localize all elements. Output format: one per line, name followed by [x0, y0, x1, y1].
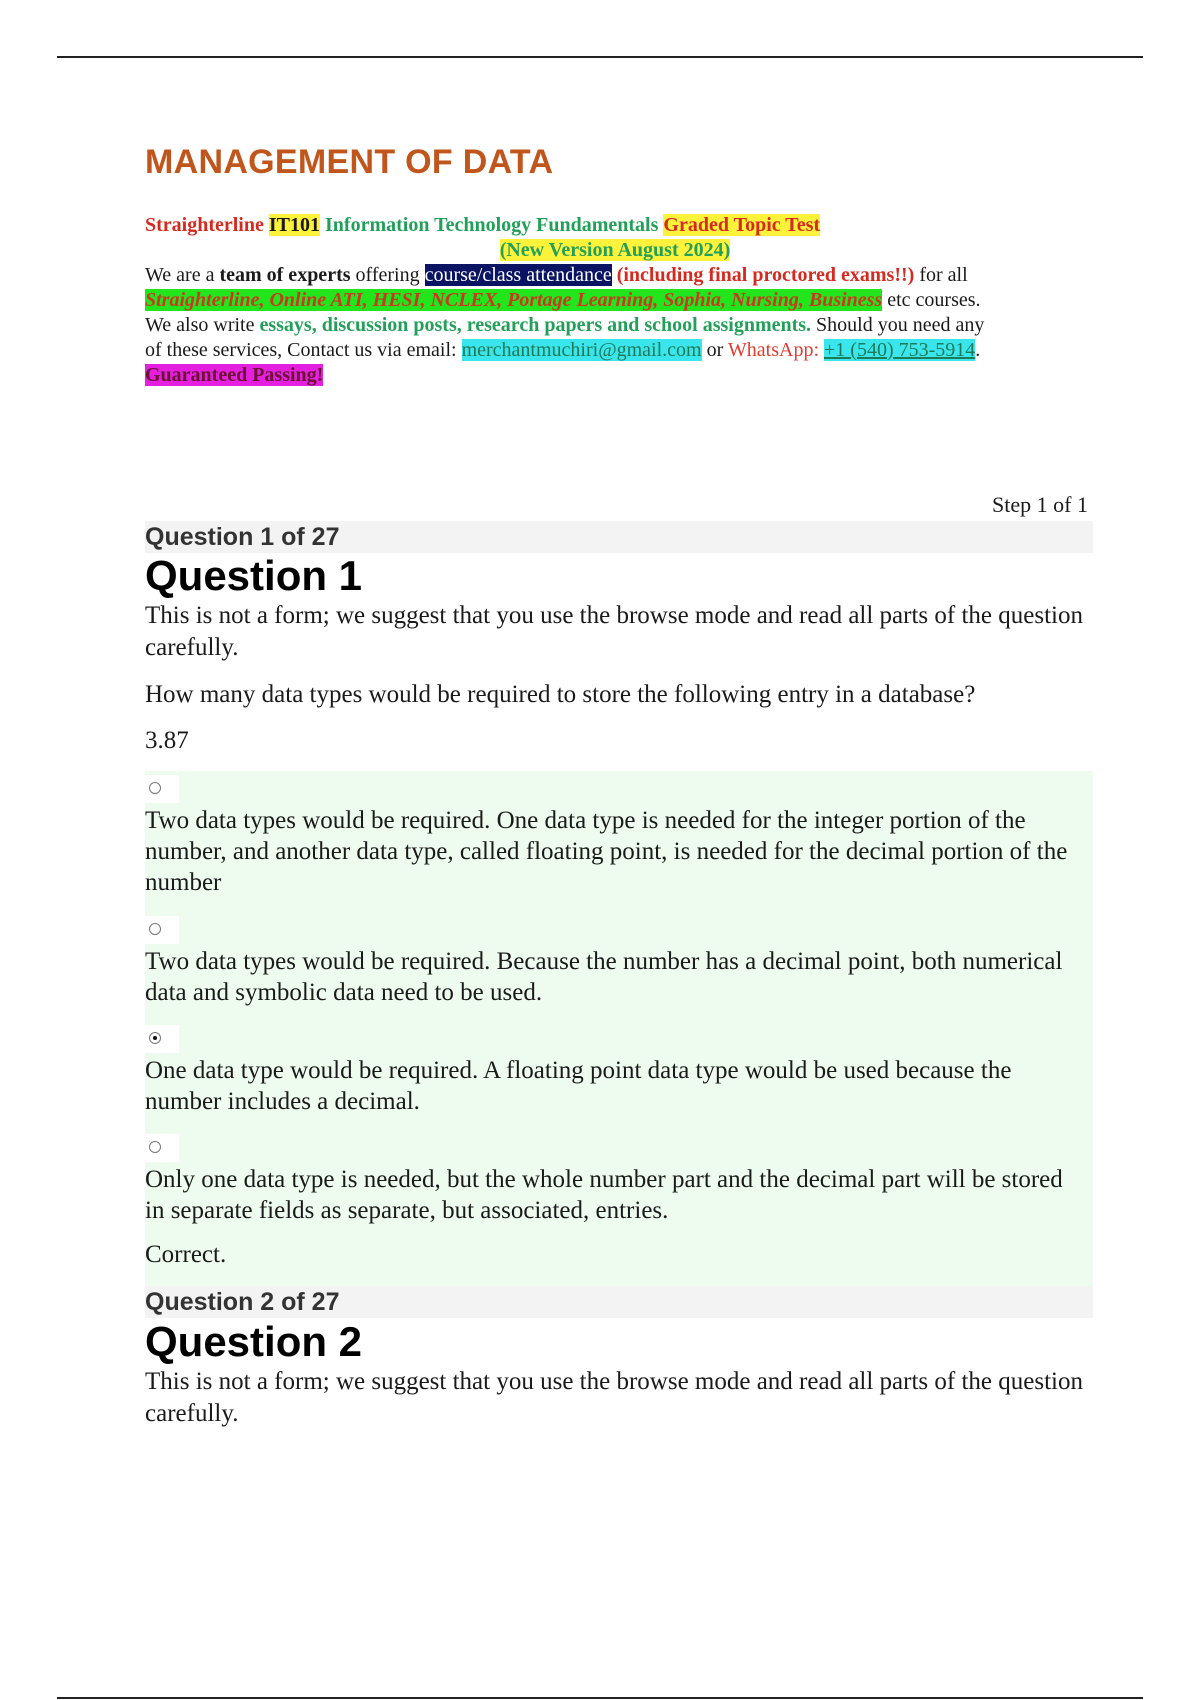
test-name: Graded Topic Test	[663, 214, 821, 236]
contact-text-or: or	[701, 339, 728, 361]
answer-options	[145, 771, 1093, 1317]
promo-offer-line	[145, 263, 1085, 288]
phone-link[interactable]: +1 (540) 753-5914	[824, 339, 976, 361]
course-name: Information Technology Fundamentals	[325, 214, 659, 236]
radio-button[interactable]	[145, 916, 179, 944]
radio-unselected-icon	[149, 923, 161, 935]
version-text: (New Version August 2024)	[499, 239, 731, 261]
email-link[interactable]: merchantmuchiri@gmail.com	[461, 339, 702, 361]
guarantee-badge: Guaranteed Passing!	[145, 364, 324, 386]
step-indicator: Step 1 of 1	[992, 492, 1088, 517]
promo-writing-line	[145, 313, 1085, 338]
proctored-exams-text: (including final proctored exams!!)	[616, 264, 915, 286]
answer-text: Two data types would be required. Because the number has a decimal point, both numerical data and symbolic data need to be used.	[145, 948, 1063, 1006]
promo-guarantee-line	[145, 363, 1085, 388]
question-1-header: Question 1 of 27	[145, 521, 1093, 553]
radio-button[interactable]	[145, 1025, 179, 1053]
answer-feedback: Correct.	[145, 1241, 227, 1268]
question-1-instruction: This is not a form; we suggest that you use the browse mode and read all parts of the question carefully.	[145, 602, 1083, 661]
promo-courses-line	[145, 288, 1085, 313]
writing-text-a: We also write	[145, 314, 260, 336]
question-2-instruction: This is not a form; we suggest that you use the browse mode and read all parts of the question carefully.	[145, 1368, 1083, 1427]
contact-period: .	[975, 339, 981, 361]
answer-text: Two data types would be required. One data type is needed for the integer portion of the number, and another data type, called floating point, is needed for the decimal portion of the number	[145, 807, 1068, 896]
attendance-highlight: course/class attendance	[424, 264, 612, 286]
contact-text-a: of these services, Contact us via email:	[145, 339, 462, 361]
radio-unselected-icon	[149, 782, 161, 794]
top-rule	[57, 56, 1143, 58]
offer-text-g: for all	[914, 264, 968, 286]
question-2-header: Question 2 of 27	[145, 1286, 1093, 1318]
question-1-value: 3.87	[145, 727, 189, 754]
offer-text-c: offering	[350, 264, 425, 286]
writing-text-c: Should you need any	[811, 314, 985, 336]
question-1-prompt: How many data types would be required to store the following entry in a database?	[145, 681, 976, 708]
promo-course-line	[145, 213, 1085, 238]
courses-suffix: etc courses.	[882, 289, 981, 311]
promo-block	[145, 213, 1085, 388]
writing-services: essays, discussion posts, research papers and school assignments.	[259, 314, 812, 336]
brand-text: Straighterline	[145, 214, 264, 236]
question-1-title: Question 1	[145, 552, 363, 599]
answer-text: One data type would be required. A floating point data type would be used because the number includes a decimal.	[145, 1057, 1012, 1115]
document-title: MANAGEMENT OF DATA	[145, 143, 554, 181]
radio-button[interactable]	[145, 1134, 179, 1162]
whatsapp-label: WhatsApp:	[727, 339, 819, 361]
courses-highlight: Straighterline, Online ATI, HESI, NCLEX, Portage Learning, Sophia, Nursing, Business	[145, 289, 883, 311]
answer-text: Only one data type is needed, but the whole number part and the decimal part will be stored in separate fields as separate, but associated, entries.	[145, 1166, 1063, 1224]
radio-button[interactable]	[145, 775, 179, 803]
promo-contact-line	[145, 338, 1085, 363]
offer-text-a: We are a	[145, 264, 220, 286]
promo-version-line	[145, 238, 1085, 263]
question-2-title: Question 2	[145, 1318, 363, 1365]
radio-selected-icon	[149, 1032, 161, 1044]
offer-text-experts: team of experts	[219, 264, 351, 286]
radio-unselected-icon	[149, 1141, 161, 1153]
bottom-rule	[57, 1697, 1143, 1699]
course-code: IT101	[268, 214, 320, 236]
